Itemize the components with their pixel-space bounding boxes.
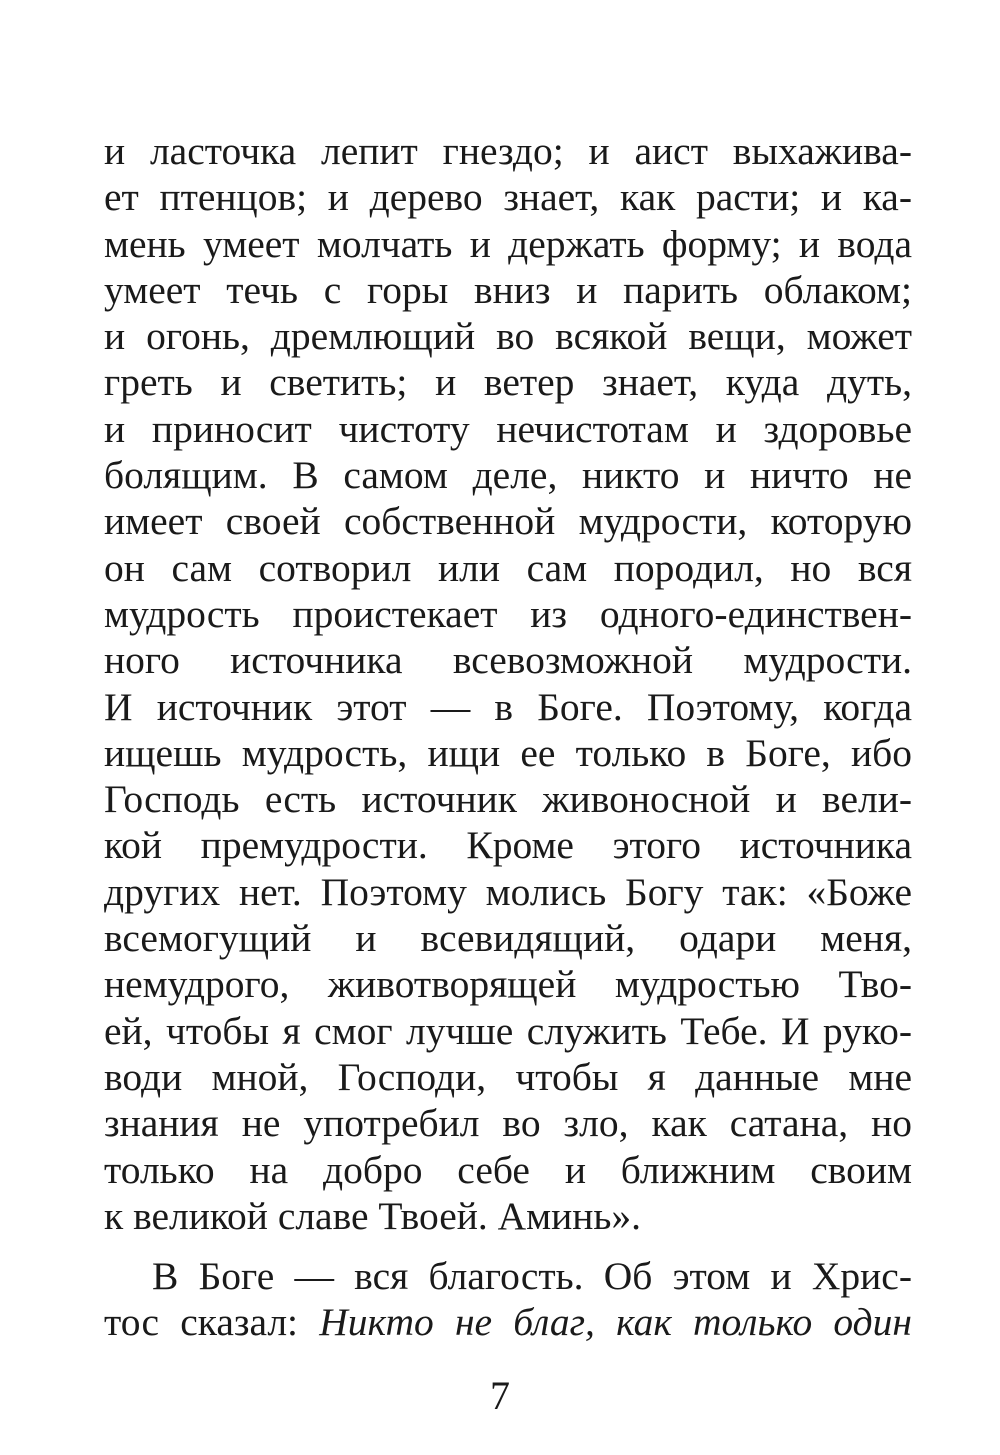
text-line: ного источника всевозможной мудрости. (104, 638, 912, 683)
text-line: умеет течь с горы вниз и парить облаком; (104, 267, 912, 312)
text-line: других нет. Поэтому молись Богу так: «Боже (104, 869, 912, 914)
text-line: И источник этот — в Боге. Поэтому, когда (104, 684, 912, 729)
page-number: 7 (490, 1373, 510, 1418)
text-line: имеет своей собственной мудрости, которую (104, 499, 912, 544)
text-line: только на добро себе и ближним своим (104, 1147, 912, 1192)
text-line: знания не употребил во зло, как сатана, но (104, 1101, 912, 1146)
text-line: болящим. В самом деле, никто и ничто не (104, 453, 912, 498)
text-line: ет птенцов; и дерево знает, как расти; и ка- (104, 175, 912, 220)
paragraph-spacer (104, 1239, 912, 1253)
text-line: греть и светить; и ветер знает, куда дуть, (104, 360, 912, 405)
text-line: В Боге — вся благость. Об этом и Хрис- (152, 1254, 912, 1299)
text-line: он сам сотворил или сам породил, но вся (104, 545, 912, 590)
paragraph-1 (104, 128, 912, 1239)
text-line: немудрого, животворящей мудростью Тво- (104, 962, 912, 1007)
text-line: всемогущий и всевидящий, одари меня, (104, 916, 912, 961)
text-line: мень умеет молчать и держать форму; и вода (104, 221, 912, 266)
body-text (104, 128, 912, 1346)
text-line: мудрость проистекает из одного-единствен- (104, 591, 912, 636)
text-line: Господь есть источник живоносной и вели- (104, 777, 912, 822)
text-line: кой премудрости. Кроме этого источника (104, 823, 912, 868)
text-line: к великой славе Твоей. Аминь». (104, 1193, 642, 1238)
text-line: води мной, Господи, чтобы я данные мне (104, 1054, 912, 1099)
text-plain: тос сказал: (104, 1300, 320, 1345)
text-line (104, 1299, 912, 1345)
text-line: и ласточка лепит гнездо; и аист выхажива- (104, 129, 912, 173)
text-line: и огонь, дремлющий во всякой вещи, может (104, 314, 912, 359)
text-line: ищешь мудрость, ищи ее только в Боге, ибо (104, 730, 912, 775)
text-italic-quote: Никто не благ, как только один (319, 1300, 912, 1345)
paragraph-2 (104, 1253, 912, 1346)
text-line: и приносит чистоту нечистотам и здоровье (104, 406, 912, 451)
text-line: ей, чтобы я смог лучше служить Тебе. И руко- (104, 1008, 912, 1053)
